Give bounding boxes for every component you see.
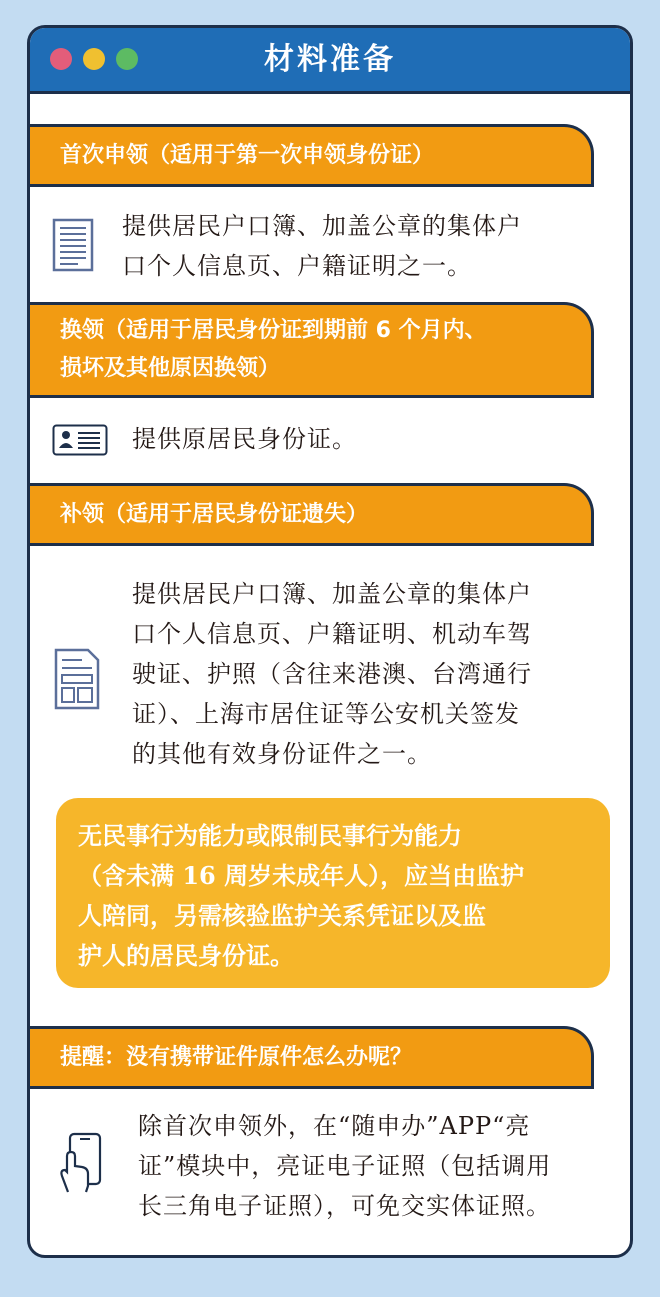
note-line-1: 无民事行为能力或限制民事行为能力 [78,821,462,850]
guardian-note [56,798,610,988]
renewal-heading-line-2: 损坏及其他原因换领） [60,356,281,381]
replacement-line-4: 证）、上海市居住证等公安机关签发 [132,700,520,728]
phone-tap-icon [56,1132,104,1194]
first-application-banner [27,124,594,187]
replacement-line-3: 驶证、护照（含往来港澳、台湾通行 [132,660,532,688]
reminder-line-2: 证”模块中，亮证电子证照（包括调用 [138,1152,552,1180]
renewal-text [132,419,357,459]
note-line-4: 护人的居民身份证。 [78,941,294,970]
materials-window [27,25,633,1258]
replacement-line-2: 口个人信息页、户籍证明、机动车驾 [132,620,532,648]
form-icon [54,648,100,710]
note-line-3: 人陪同，另需核验监护关系凭证以及监 [78,901,486,930]
first-application-text [122,206,522,286]
renewal-heading-line-1: 换领（适用于居民身份证到期前 6 个月内、 [60,318,487,343]
reminder-heading: 提醒：没有携带证件原件怎么办呢？ [60,1044,413,1070]
reminder-banner [27,1026,594,1089]
reminder-text [138,1106,551,1226]
first-application-heading: 首次申领（适用于第一次申领身份证） [60,142,435,168]
replacement-line-5: 的其他有效身份证件之一。 [132,740,432,768]
page-title: 材料准备 [264,42,396,77]
replacement-text [132,574,532,774]
title-bar [30,28,630,94]
renewal-banner [27,302,594,398]
reminder-line-1: 除首次申领外，在“随申办”APP“亮 [138,1112,531,1140]
id-card-icon [52,424,108,456]
replacement-heading: 补领（适用于居民身份证遗失） [60,501,369,527]
note-line-2: （含未满 16 周岁未成年人），应当由监护 [78,861,525,890]
renewal-line-1: 提供原居民身份证。 [132,425,357,453]
replacement-line-1: 提供居民户口簿、加盖公章的集体户 [132,580,532,608]
first-line-1: 提供居民户口簿、加盖公章的集体户 [122,212,522,240]
replacement-banner [27,483,594,546]
document-icon [52,218,96,274]
first-line-2: 口个人信息页、户籍证明之一。 [122,252,472,280]
reminder-line-3: 长三角电子证照），可免交实体证照。 [138,1192,551,1220]
